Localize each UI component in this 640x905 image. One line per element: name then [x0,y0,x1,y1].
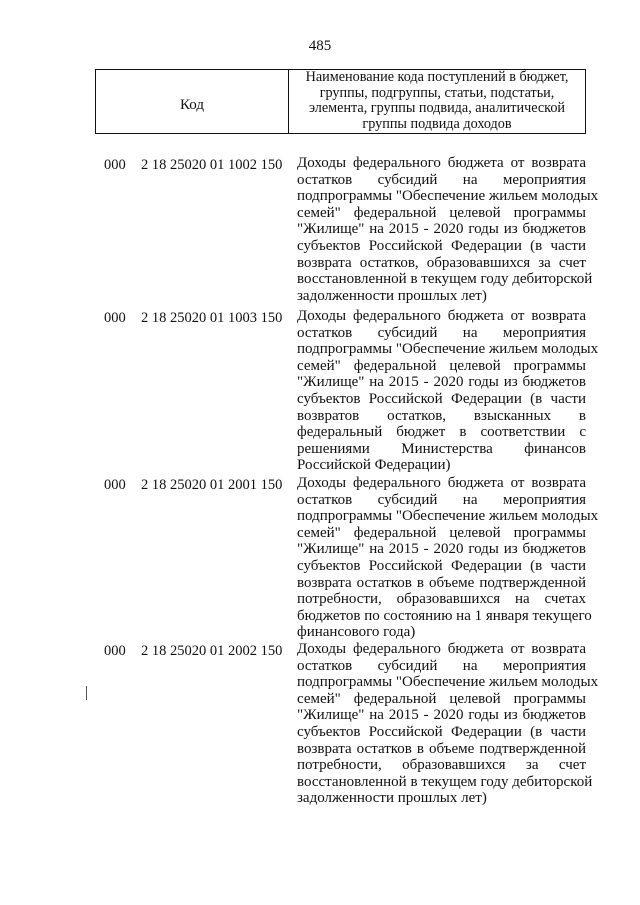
page-number: 485 [308,38,332,54]
revenue-code: 2 18 25020 01 2001 150 [141,477,283,493]
description-line: остатков субсидий на мероприятия [297,491,586,508]
admin-code: 000 [104,643,126,659]
description-line: "Жилище" на 2015 - 2020 годы из бюджетов [297,221,586,238]
revenue-code: 2 18 25020 01 2002 150 [141,643,283,659]
description-line: "Жилище" на 2015 - 2020 годы из бюджетов [297,374,586,391]
header-line: группы подвида доходов [362,115,512,132]
description-line: задолженности прошлых лет) [297,287,487,304]
code-column-header: Код [96,70,289,133]
description-line: Российской Федерации) [297,457,451,474]
margin-mark [86,686,87,700]
description-line: субъектов Российской Федерации (в части [297,390,586,407]
description-line: подпрограммы "Обеспечение жильем молодых [297,674,599,691]
description-line: семей" федеральной целевой программы [297,524,586,541]
description-line: остатков субсидий на мероприятия [297,657,586,674]
description-line: возврата остатков в объеме подтвержденной [297,740,586,757]
description-line: Доходы федерального бюджета от возврата [297,641,586,657]
revenue-code: 2 18 25020 01 1003 150 [141,310,283,326]
header-line: группы, подгруппы, статьи, подстатьи, [319,84,555,101]
description-line: возврата остатков, образовавшихся за счет [297,254,586,271]
revenue-description [297,155,599,304]
admin-code: 000 [104,477,126,493]
admin-code: 000 [104,157,126,173]
description-line: бюджетов по состоянию на 1 января текущего [297,607,592,624]
description-line: возвратов остатков, взысканных в [297,407,586,424]
description-line: возврата остатков в объеме подтвержденной [297,574,586,591]
description-line: восстановленной в текущем году дебиторской [297,773,593,790]
description-line: Доходы федерального бюджета от возврата [297,308,586,324]
description-line: остатков субсидий на мероприятия [297,171,586,188]
description-line: восстановленной в текущем году дебиторской [297,271,593,288]
description-line: решениями Министерства финансов [297,440,586,457]
description-line: семей" федеральной целевой программы [297,690,586,707]
header-line: элемента, группы подвида, аналитической [308,100,566,116]
description-line: остатков субсидий на мероприятия [297,324,586,341]
description-line: потребности, образовавшихся за счет [297,757,586,774]
revenue-description [297,641,599,807]
description-line: Доходы федерального бюджета от возврата [297,475,586,491]
description-line: подпрограммы "Обеспечение жильем молодых [297,188,599,205]
description-line: подпрограммы "Обеспечение жильем молодых [297,341,599,358]
description-line: задолженности прошлых лет) [297,790,487,807]
description-line: федеральный бюджет в соответствии с [297,424,586,441]
description-line: Доходы федерального бюджета от возврата [297,155,586,171]
description-line: субъектов Российской Федерации (в части [297,237,586,254]
description-line: субъектов Российской Федерации (в части [297,723,586,740]
table-header [95,69,586,134]
description-line: финансового года) [297,624,416,641]
description-line: "Жилище" на 2015 - 2020 годы из бюджетов [297,707,586,724]
name-column-header [289,70,585,133]
revenue-description [297,308,599,474]
description-line: семей" федеральной целевой программы [297,204,586,221]
admin-code: 000 [104,310,126,326]
revenue-code: 2 18 25020 01 1002 150 [141,157,283,173]
description-line: субъектов Российской Федерации (в части [297,557,586,574]
description-line: "Жилище" на 2015 - 2020 годы из бюджетов [297,541,586,558]
description-line: подпрограммы "Обеспечение жильем молодых [297,508,599,525]
revenue-description [297,475,599,641]
description-line: семей" федеральной целевой программы [297,357,586,374]
header-line: Наименование кода поступлений в бюджет, [305,70,569,85]
description-line: потребности, образовавшихся на счетах [297,591,586,608]
